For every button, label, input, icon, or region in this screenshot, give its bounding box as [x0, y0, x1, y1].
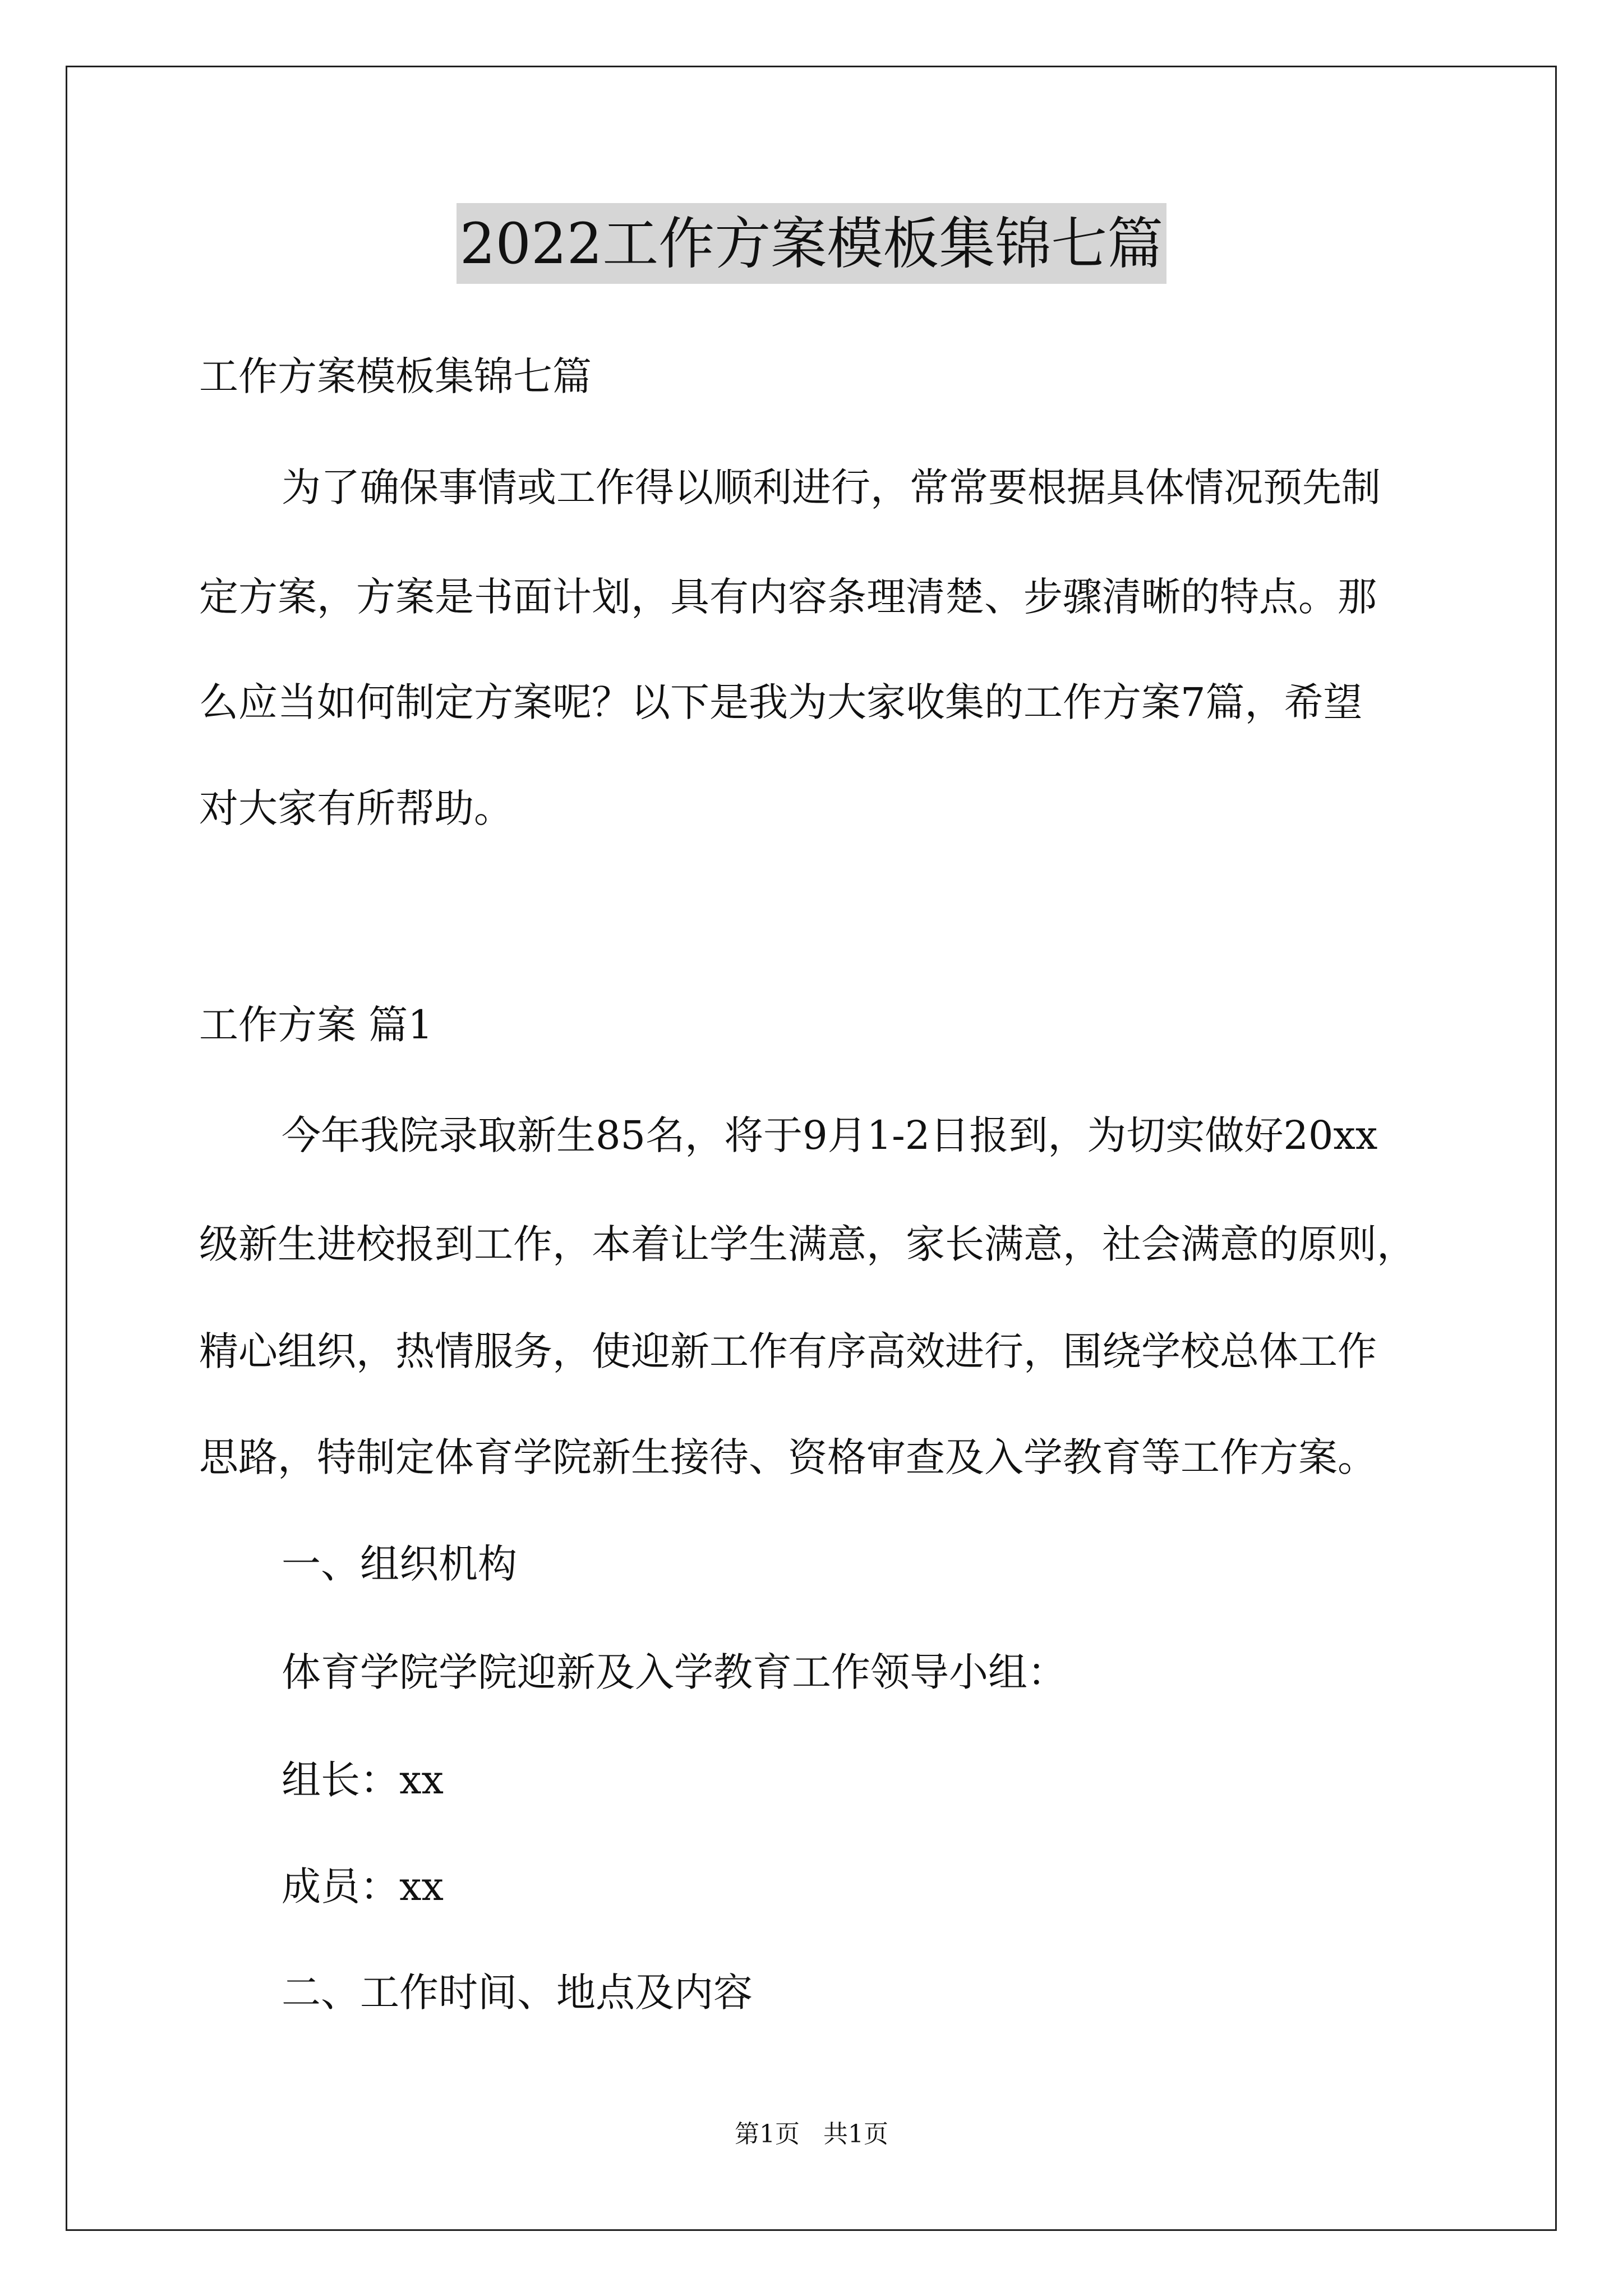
section1-heading: 工作方案 篇1	[199, 1002, 433, 1048]
leader-line: 组长：xx	[282, 1757, 444, 1803]
time-heading: 二、工作时间、地点及内容	[282, 1970, 753, 2016]
members-line: 成员：xx	[282, 1864, 444, 1910]
section1-line-1: 今年我院录取新生85名，将于9月1-2日报到，为切实做好20xx	[282, 1112, 1378, 1158]
page-footer: 第1页 共1页	[735, 2120, 888, 2148]
org-heading: 一、组织机构	[282, 1541, 517, 1587]
section1-line-4: 思路，特制定体育学院新生接待、资格审查及入学教育等工作方案。	[199, 1434, 1377, 1480]
intro-line-4: 对大家有所帮助。	[199, 785, 513, 831]
org-group-label: 体育学院学院迎新及入学教育工作领导小组：	[282, 1649, 1067, 1695]
intro-line-3: 么应当如何制定方案呢？以下是我为大家收集的工作方案7篇，希望	[199, 679, 1363, 725]
title-container	[0, 203, 1623, 284]
section1-line-2: 级新生进校报到工作，本着让学生满意，家长满意，社会满意的原则，	[199, 1221, 1416, 1267]
section1-line-3: 精心组织，热情服务，使迎新工作有序高效进行，围绕学校总体工作	[199, 1328, 1377, 1374]
document-subtitle: 工作方案模板集锦七篇	[199, 353, 592, 399]
intro-line-1: 为了确保事情或工作得以顺利进行，常常要根据具体情况预先制	[282, 464, 1381, 510]
intro-line-2: 定方案，方案是书面计划，具有内容条理清楚、步骤清晰的特点。那	[199, 574, 1377, 620]
document-title: 2022工作方案模板集锦七篇	[457, 203, 1167, 284]
